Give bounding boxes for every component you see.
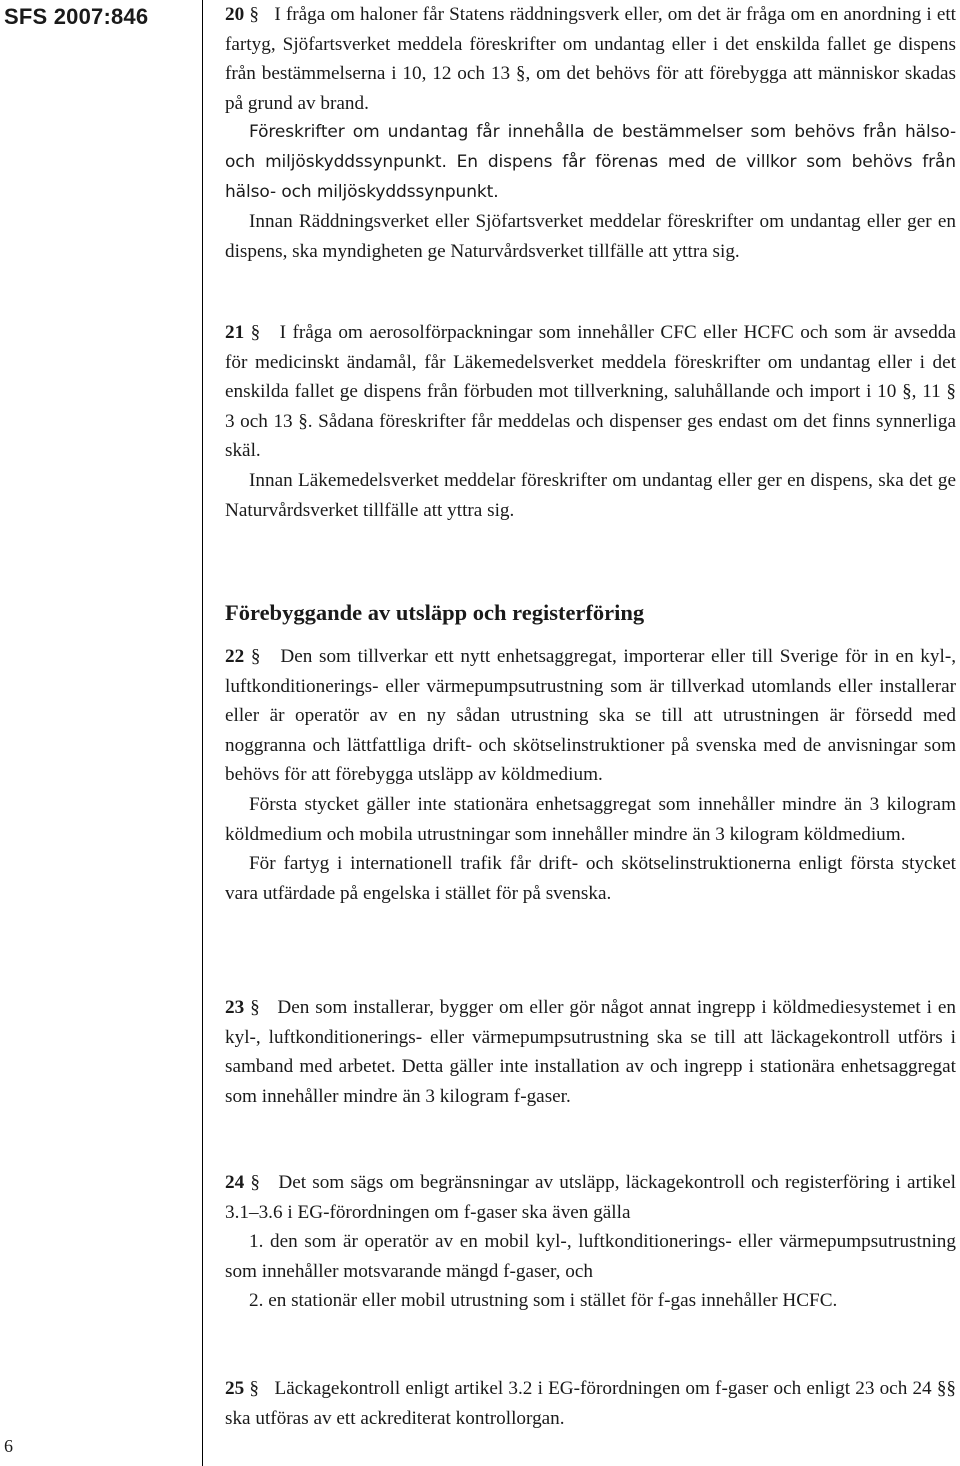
section-text: I fråga om haloner får Statens räddningsverk eller, om det är fråga om en anordning i ett fartyg, Sjöfartsverket meddela föreskrifter om undantag eller i det enskilda fallet ge dispens från bestämmelserna i 10, 12 och 13 §, om det behövs för att förebygga att människor skadas på grund av brand. — [225, 4, 957, 114]
section-25-paragraph-1 — [225, 1374, 956, 1433]
list-item-1: 1. den som är operatör av en mobil kyl-, luftkonditionerings- eller värmepumpsutrustning som innehåller motsvarande mängd f-gaser, och — [225, 1231, 956, 1282]
section-number: 21 — [225, 322, 245, 343]
section-number: 20 — [225, 4, 245, 25]
section-21 — [225, 318, 956, 525]
section-20-paragraph-2: Föreskrifter om undantag får innehålla de bestämmelser som behövs från hälso- och miljöskyddssynpunkt. En dispens får förenas med de villkor som behövs från hälso- och miljöskyddssynpunkt. — [225, 122, 956, 202]
section-22-paragraph-2: Första stycket gäller inte stationära enhetsaggregat som innehåller mindre än 3 kilogram köldmedium och mobila utrustningar som innehåller mindre än 3 kilogram köldmedium. — [225, 793, 956, 845]
sfs-number: SFS 2007:846 — [4, 4, 149, 29]
section-number: 23 — [225, 997, 245, 1018]
section-number: 25 — [225, 1378, 245, 1399]
section-sign: § — [250, 322, 261, 343]
section-25 — [225, 1374, 956, 1433]
section-number: 24 — [225, 1172, 245, 1193]
section-21-paragraph-1 — [225, 318, 956, 466]
margin-divider — [202, 0, 203, 1466]
section-23 — [225, 993, 956, 1111]
section-number: 22 — [225, 646, 245, 667]
list-item-2: 2. en stationär eller mobil utrustning som i stället för f-gas innehåller HCFC. — [249, 1290, 838, 1312]
section-20-paragraph-1 — [225, 0, 956, 118]
section-22-paragraph-3: För fartyg i internationell trafik får drift- och skötselinstruktionerna enligt första stycket vara utfärdade på engelska i stället för på svenska. — [225, 853, 956, 904]
section-sign: § — [249, 1378, 259, 1399]
section-sign: § — [250, 997, 260, 1018]
section-text: Det som sägs om begränsningar av utsläpp, läckagekontroll och registerföring i artikel 3.1–3.6 i EG-förordningen om f-gaser ska även gälla — [225, 1172, 957, 1223]
section-text: Den som installerar, bygger om eller gör något annat ingrepp i köldmediesystemet i en kyl-, luftkonditionerings- eller värmepumpsutrustning ska se till att läckagekontroll utförs i samband med arbetet. Detta gäller inte installation av och ingrepp i stationära enhetsaggregat som innehåller mindre än 3 kilogram f-gaser. — [225, 997, 957, 1107]
section-sign: § — [249, 4, 259, 25]
section-22 — [225, 642, 956, 908]
section-heading: Förebyggande av utsläpp och registerföring — [225, 600, 645, 625]
page-number: 6 — [4, 1436, 13, 1456]
section-23-paragraph-1 — [225, 993, 956, 1111]
section-21-paragraph-2: Innan Läkemedelsverket meddelar föreskrifter om undantag eller ger en dispens, ska det ge Naturvårdsverket tillfälle att yttra sig. — [225, 469, 956, 521]
section-20-paragraph-3: Innan Räddningsverket eller Sjöfartsverket meddelar föreskrifter om undantag eller ger en dispens, ska myndigheten ge Naturvårdsverket tillfälle att yttra sig. — [225, 211, 956, 262]
section-24-paragraph-1 — [225, 1168, 956, 1227]
section-24 — [225, 1168, 956, 1316]
section-text: I fråga om aerosolförpackningar som innehåller CFC eller HCFC och som är avsedda för medicinskt ändamål, får Läkemedelsverket meddela föreskrifter om undantag eller i det enskilda fallet ge dispens från förbuden mot tillverkning, saluhållande och import i 10 §, 11 § 3 och 13 §. Sådana föreskrifter får meddelas och dispenser ges endast om det finns synnerliga skäl. — [225, 322, 957, 462]
section-20 — [225, 0, 956, 266]
section-sign: § — [250, 646, 261, 667]
section-text: Läckagekontroll enligt artikel 3.2 i EG-förordningen om f-gaser och enligt 23 och 24 §§ ska utföras av ett ackrediterat kontrollorgan. — [225, 1378, 957, 1429]
section-text: Den som tillverkar ett nytt enhetsaggregat, importerar eller till Sverige för in en kyl-, luftkonditionerings- eller värmepumpsutrustning som är tillverkad utomlands eller installerar eller är operatör av en ny sådan utrustning ska se till att utrustningen är försedd med noggranna och lättfattliga drift- och skötselinstruktioner på svenska med de anvisningar som behövs för att förebygga utsläpp av köldmedium. — [225, 646, 957, 786]
section-sign: § — [250, 1172, 260, 1193]
section-22-paragraph-1 — [225, 642, 956, 790]
